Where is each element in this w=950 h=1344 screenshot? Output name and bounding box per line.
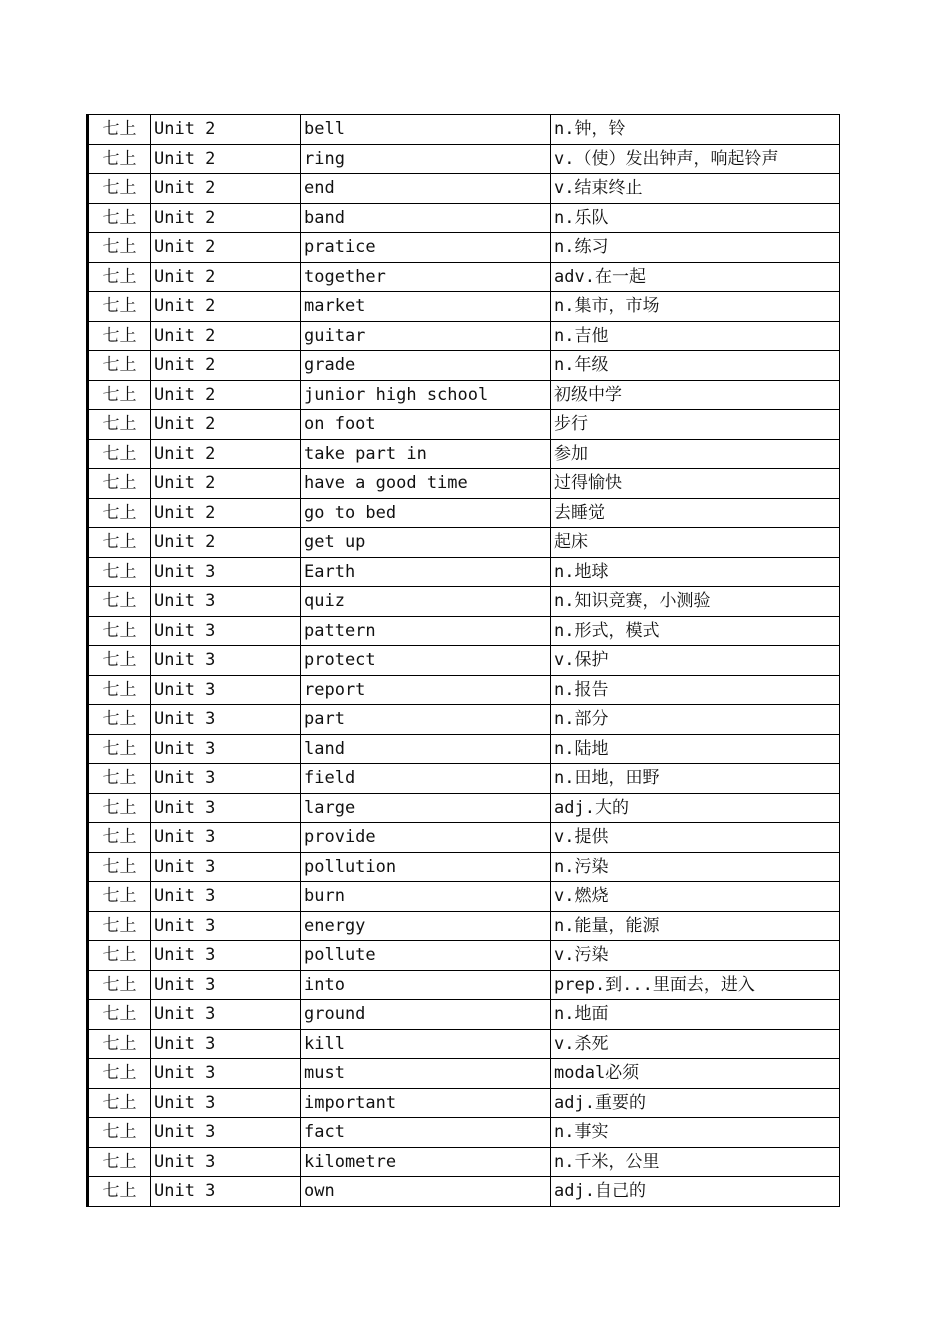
meaning-cell: n.部分 [551,705,840,735]
table-row [88,321,840,351]
word-cell: end [301,174,551,204]
meaning-cell: 过得愉快 [551,469,840,499]
word-cell: provide [301,823,551,853]
grade-cell: 七上 [88,675,151,705]
grade-cell: 七上 [88,705,151,735]
unit-cell: Unit 3 [151,675,301,705]
grade-cell: 七上 [88,439,151,469]
grade-cell: 七上 [88,528,151,558]
meaning-cell: adj.大的 [551,793,840,823]
table-row [88,410,840,440]
unit-cell: Unit 2 [151,233,301,263]
table-row [88,646,840,676]
unit-cell: Unit 2 [151,115,301,145]
unit-cell: Unit 3 [151,1059,301,1089]
word-cell: grade [301,351,551,381]
grade-cell: 七上 [88,1029,151,1059]
grade-cell: 七上 [88,1088,151,1118]
meaning-cell: n.田地，田野 [551,764,840,794]
table-row [88,764,840,794]
meaning-cell: n.报告 [551,675,840,705]
table-row [88,852,840,882]
table-row [88,941,840,971]
word-cell: bell [301,115,551,145]
word-cell: pollute [301,941,551,971]
table-row [88,351,840,381]
word-cell: into [301,970,551,1000]
meaning-cell: prep.到...里面去，进入 [551,970,840,1000]
grade-cell: 七上 [88,882,151,912]
unit-cell: Unit 3 [151,1000,301,1030]
word-cell: take part in [301,439,551,469]
word-cell: part [301,705,551,735]
unit-cell: Unit 2 [151,528,301,558]
unit-cell: Unit 3 [151,941,301,971]
grade-cell: 七上 [88,764,151,794]
unit-cell: Unit 3 [151,1088,301,1118]
word-cell: fact [301,1118,551,1148]
unit-cell: Unit 3 [151,646,301,676]
grade-cell: 七上 [88,292,151,322]
meaning-cell: n.年级 [551,351,840,381]
unit-cell: Unit 3 [151,852,301,882]
word-cell: kilometre [301,1147,551,1177]
word-cell: own [301,1177,551,1207]
table-row [88,262,840,292]
unit-cell: Unit 2 [151,144,301,174]
word-cell: junior high school [301,380,551,410]
table-row [88,469,840,499]
unit-cell: Unit 3 [151,793,301,823]
meaning-cell: n.练习 [551,233,840,263]
meaning-cell: n.千米，公里 [551,1147,840,1177]
word-cell: quiz [301,587,551,617]
meaning-cell: n.污染 [551,852,840,882]
table-row [88,144,840,174]
table-row [88,911,840,941]
table-row [88,675,840,705]
unit-cell: Unit 2 [151,410,301,440]
word-cell: ground [301,1000,551,1030]
word-cell: market [301,292,551,322]
unit-cell: Unit 3 [151,823,301,853]
grade-cell: 七上 [88,351,151,381]
meaning-cell: n.形式，模式 [551,616,840,646]
word-cell: together [301,262,551,292]
unit-cell: Unit 3 [151,1147,301,1177]
meaning-cell: 起床 [551,528,840,558]
unit-cell: Unit 2 [151,380,301,410]
unit-cell: Unit 2 [151,321,301,351]
grade-cell: 七上 [88,616,151,646]
unit-cell: Unit 2 [151,498,301,528]
grade-cell: 七上 [88,203,151,233]
table-row [88,882,840,912]
meaning-cell: v.杀死 [551,1029,840,1059]
grade-cell: 七上 [88,1177,151,1207]
word-cell: energy [301,911,551,941]
word-cell: large [301,793,551,823]
unit-cell: Unit 2 [151,203,301,233]
word-cell: pattern [301,616,551,646]
grade-cell: 七上 [88,174,151,204]
grade-cell: 七上 [88,144,151,174]
grade-cell: 七上 [88,321,151,351]
word-cell: guitar [301,321,551,351]
unit-cell: Unit 3 [151,557,301,587]
grade-cell: 七上 [88,941,151,971]
word-cell: report [301,675,551,705]
meaning-cell: n.知识竞赛，小测验 [551,587,840,617]
table-row [88,793,840,823]
table-row [88,1059,840,1089]
unit-cell: Unit 3 [151,882,301,912]
table-row [88,1029,840,1059]
grade-cell: 七上 [88,262,151,292]
unit-cell: Unit 3 [151,764,301,794]
grade-cell: 七上 [88,380,151,410]
word-cell: Earth [301,557,551,587]
table-row [88,1177,840,1207]
unit-cell: Unit 3 [151,1118,301,1148]
unit-cell: Unit 2 [151,351,301,381]
meaning-cell: n.钟，铃 [551,115,840,145]
word-cell: go to bed [301,498,551,528]
grade-cell: 七上 [88,1118,151,1148]
table-row [88,203,840,233]
unit-cell: Unit 3 [151,587,301,617]
word-cell: field [301,764,551,794]
grade-cell: 七上 [88,823,151,853]
word-cell: band [301,203,551,233]
table-row [88,705,840,735]
word-cell: kill [301,1029,551,1059]
table-row [88,498,840,528]
unit-cell: Unit 3 [151,705,301,735]
table-row [88,616,840,646]
unit-cell: Unit 2 [151,292,301,322]
table-row [88,557,840,587]
unit-cell: Unit 2 [151,174,301,204]
table-row [88,1000,840,1030]
grade-cell: 七上 [88,410,151,440]
grade-cell: 七上 [88,587,151,617]
grade-cell: 七上 [88,646,151,676]
word-cell: important [301,1088,551,1118]
unit-cell: Unit 2 [151,439,301,469]
grade-cell: 七上 [88,852,151,882]
meaning-cell: v.燃烧 [551,882,840,912]
table-row [88,1088,840,1118]
table-row [88,970,840,1000]
unit-cell: Unit 3 [151,616,301,646]
meaning-cell: 去睡觉 [551,498,840,528]
vocabulary-table-body [88,115,840,1207]
table-row [88,587,840,617]
unit-cell: Unit 3 [151,911,301,941]
unit-cell: Unit 3 [151,970,301,1000]
grade-cell: 七上 [88,911,151,941]
grade-cell: 七上 [88,498,151,528]
grade-cell: 七上 [88,793,151,823]
word-cell: pratice [301,233,551,263]
table-row [88,292,840,322]
table-row [88,734,840,764]
table-row [88,115,840,145]
grade-cell: 七上 [88,557,151,587]
grade-cell: 七上 [88,970,151,1000]
table-row [88,528,840,558]
meaning-cell: n.地面 [551,1000,840,1030]
unit-cell: Unit 3 [151,1029,301,1059]
grade-cell: 七上 [88,115,151,145]
meaning-cell: v.污染 [551,941,840,971]
meaning-cell: n.地球 [551,557,840,587]
word-cell: ring [301,144,551,174]
meaning-cell: adj.自己的 [551,1177,840,1207]
meaning-cell: v.结束终止 [551,174,840,204]
meaning-cell: 步行 [551,410,840,440]
word-cell: burn [301,882,551,912]
meaning-cell: v.提供 [551,823,840,853]
grade-cell: 七上 [88,1059,151,1089]
meaning-cell: n.乐队 [551,203,840,233]
word-cell: have a good time [301,469,551,499]
table-row [88,233,840,263]
unit-cell: Unit 3 [151,734,301,764]
word-cell: get up [301,528,551,558]
unit-cell: Unit 2 [151,262,301,292]
table-row [88,380,840,410]
word-cell: land [301,734,551,764]
meaning-cell: modal必须 [551,1059,840,1089]
meaning-cell: n.陆地 [551,734,840,764]
word-cell: protect [301,646,551,676]
table-row [88,1118,840,1148]
table-row [88,823,840,853]
meaning-cell: adv.在一起 [551,262,840,292]
word-cell: pollution [301,852,551,882]
table-row [88,439,840,469]
grade-cell: 七上 [88,1000,151,1030]
grade-cell: 七上 [88,233,151,263]
grade-cell: 七上 [88,1147,151,1177]
unit-cell: Unit 2 [151,469,301,499]
word-cell: on foot [301,410,551,440]
meaning-cell: n.事实 [551,1118,840,1148]
table-row [88,174,840,204]
unit-cell: Unit 3 [151,1177,301,1207]
meaning-cell: 参加 [551,439,840,469]
grade-cell: 七上 [88,734,151,764]
grade-cell: 七上 [88,469,151,499]
meaning-cell: adj.重要的 [551,1088,840,1118]
meaning-cell: v.（使）发出钟声，响起铃声 [551,144,840,174]
word-cell: must [301,1059,551,1089]
meaning-cell: v.保护 [551,646,840,676]
table-row [88,1147,840,1177]
meaning-cell: 初级中学 [551,380,840,410]
meaning-cell: n.集市，市场 [551,292,840,322]
meaning-cell: n.吉他 [551,321,840,351]
meaning-cell: n.能量，能源 [551,911,840,941]
vocabulary-table [86,114,840,1207]
